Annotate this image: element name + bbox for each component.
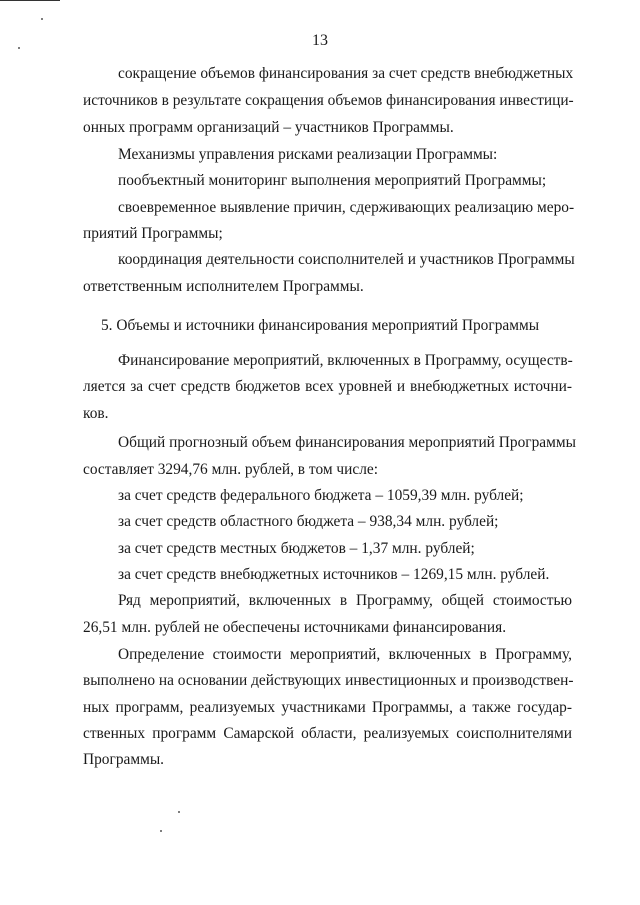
text-line: 26,51 млн. рублей не обеспечены источниками финансирования. (83, 619, 507, 636)
scan-speck (160, 830, 162, 832)
text-line: Финансирование мероприятий, включенных в Программу, осуществ- (118, 352, 573, 369)
text-line: ных программ, реализуемых участниками Программы, а также государ- (83, 699, 572, 716)
text-line: сокращение объемов финансирования за счет средств внебюджетных (118, 65, 574, 82)
text-line: ляется за счет средств бюджетов всех уровней и внебюджетных источни- (83, 378, 572, 395)
text-line: ков. (83, 405, 109, 422)
text-line: ответственным исполнителем Программы. (83, 278, 364, 295)
text-line: ственных программ Самарской области, реализуемых соисполнителями (83, 725, 572, 742)
text-line: приятий Программы; (83, 225, 223, 242)
text-line: Общий прогнозный объем финансирования мероприятий Программы (118, 434, 576, 451)
text-line: за счет средств областного бюджета – 938,34 млн. рублей; (118, 513, 499, 530)
text-line: пообъектный мониторинг выполнения мероприятий Программы; (118, 172, 547, 189)
text-line: Определение стоимости мероприятий, включенных в Программу, (118, 646, 572, 663)
scan-speck (41, 18, 43, 20)
text-line: Ряд мероприятий, включенных в Программу, общей стоимостью (118, 592, 572, 609)
text-line: своевременное выявление причин, сдерживающих реализацию меро- (118, 199, 575, 216)
text-line: Программы. (83, 751, 165, 768)
text-line: Механизмы управления рисками реализации Программы: (118, 146, 498, 163)
scan-edge-line (0, 0, 60, 1)
scan-speck (178, 811, 180, 813)
text-line: за счет средств местных бюджетов – 1,37 млн. рублей; (118, 540, 475, 557)
text-line: источников в результате сокращения объемов финансирования инвестици- (83, 92, 574, 109)
text-line: за счет средств внебюджетных источников – 1269,15 млн. рублей. (118, 566, 550, 583)
text-line: онных программ организаций – участников Программы. (83, 119, 454, 136)
page-number: 13 (312, 32, 328, 49)
section-heading: 5. Объемы и источники финансирования мероприятий Программы (100, 317, 540, 334)
text-line: выполнено на основании действующих инвестиционных и производствен- (83, 672, 574, 689)
text-line: за счет средств федерального бюджета – 1059,39 млн. рублей; (118, 487, 524, 504)
text-line: координация деятельности соисполнителей и участников Программы (118, 251, 575, 268)
text-line: составляет 3294,76 млн. рублей, в том числе: (83, 461, 379, 478)
